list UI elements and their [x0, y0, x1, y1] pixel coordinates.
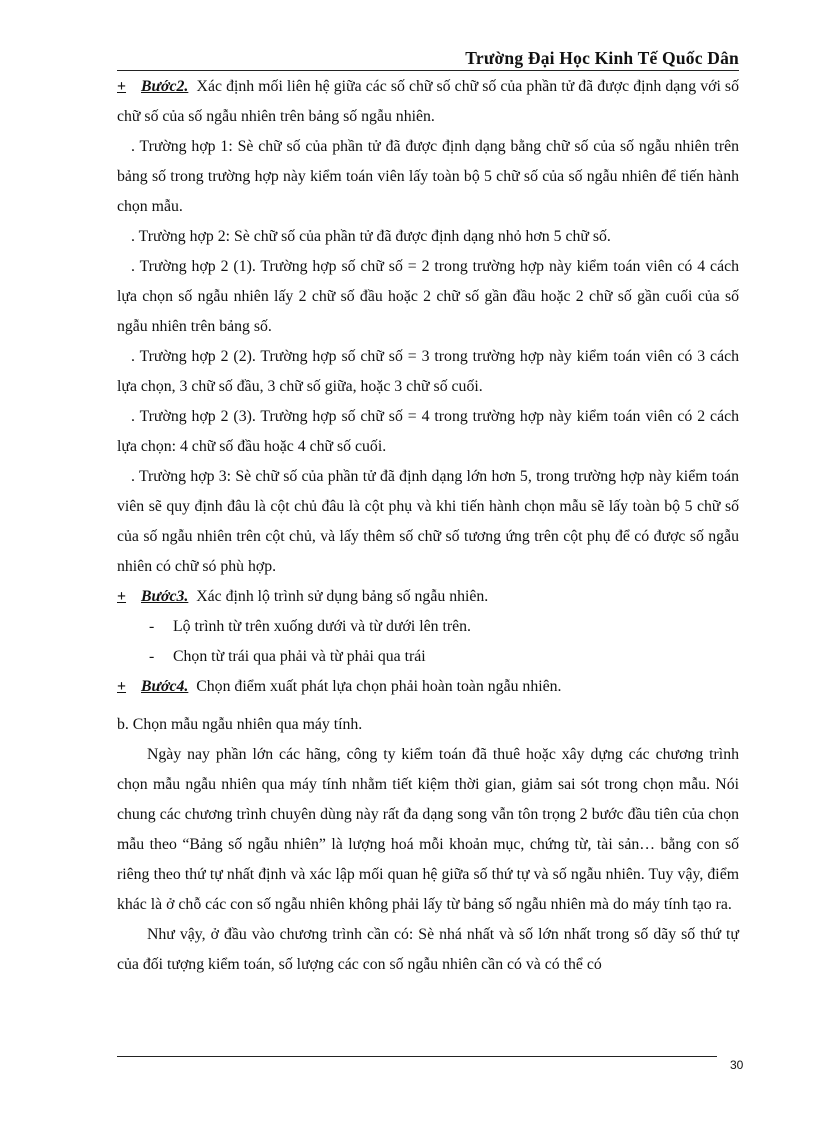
case-2-2: . Trường hợp 2 (2). Trường hợp số chữ số = 3 trong trường hợp này kiểm toán viên có 3 cách lựa chọn, 3 chữ số đầu, 3 chữ số giữa, hoặc 3 chữ số cuối. [117, 348, 739, 395]
step4-paragraph [117, 672, 739, 702]
route-2-dash: - [149, 648, 155, 665]
section-b-heading: b. Chọn mẫu ngẫu nhiên qua máy tính. [117, 716, 363, 733]
step3-paragraph [117, 582, 739, 612]
footer-divider [117, 1056, 717, 1057]
section-gap [117, 702, 739, 710]
step4-plus: + [117, 678, 127, 695]
section-b-paragraph-2: Như vậy, ở đầu vào chương trình cần có: Sè nhá nhất và số lớn nhất trong số dãy số thứ tự của đối tượng kiểm toán, số lượng các con số ngẫu nhiên cần có và có thể có [117, 926, 739, 973]
route-2-text: Chọn từ trái qua phải và từ phải qua trái [173, 648, 426, 665]
document-body [117, 72, 739, 980]
case-1: . Trường hợp 1: Sè chữ số của phần tử đã được định dạng bằng chữ số của số ngẫu nhiên trên bảng số trong trường hợp này kiểm toán viên lấy toàn bộ 5 chữ số của số ngẫu nhiên để tiến hành chọn mẫu. [117, 138, 739, 215]
route-item-1 [117, 612, 739, 642]
case-3: . Trường hợp 3: Sè chữ số của phần tử đã định dạng lớn hơn 5, trong trường hợp này kiểm toán viên sẽ quy định đâu là cột chủ đâu là cột phụ và khi tiến hành chọn mẫu sẽ lấy toàn bộ 5 chữ số của số ngẫu nhiên trên cột chủ, và lấy thêm số chữ số tương ứng trên cột phụ để có được số ngẫu nhiên có chữ só phù hợp. [117, 468, 739, 575]
case-2-3: . Trường hợp 2 (3). Trường hợp số chữ số = 4 trong trường hợp này kiểm toán viên có 2 cách lựa chọn: 4 chữ số đầu hoặc 4 chữ số cuối. [117, 408, 739, 455]
section-b-paragraph-1: Ngày nay phần lớn các hãng, công ty kiểm toán đã thuê hoặc xây dựng các chương trình chọn mẫu ngẫu nhiên qua máy tính nhằm tiết kiệm thời gian, giảm sai sót trong chọn mẫu. Nói chung các chương trình chuyên dùng này rất đa dạng song vẫn tôn trọng 2 bước đầu tiên của chọn mẫu theo “Bảng số ngẫu nhiên” là lượng hoá mỗi khoản mục, chứng từ, tài sản… bằng con số riêng theo thứ tự nhất định và xác lập mối quan hệ giữa số thứ tự và số ngẫu nhiên. Tuy vậy, điểm khác là ở chỗ các con số ngẫu nhiên không phải lấy từ bảng số ngẫu nhiên mà do máy tính tạo ra. [117, 746, 739, 913]
step2-paragraph [117, 72, 739, 132]
step3-plus: + [117, 588, 127, 605]
case-2: . Trường hợp 2: Sè chữ số của phần tử đã được định dạng nhỏ hơn 5 chữ số. [131, 228, 611, 245]
header-divider [117, 70, 739, 71]
page-number: 30 [730, 1058, 744, 1072]
case-2-1: . Trường hợp 2 (1). Trường hợp số chữ số = 2 trong trường hợp này kiểm toán viên có 4 cách lựa chọn số ngẫu nhiên lấy 2 chữ số đầu hoặc 2 chữ số gần đầu hoặc 2 chữ số gần cuối của số ngẫu nhiên trên bảng số. [117, 258, 739, 335]
step4-text: Chọn điểm xuất phát lựa chọn phải hoàn toàn ngẫu nhiên. [196, 678, 562, 695]
step3-label: Bước3. [141, 588, 189, 605]
step4-label: Bước4. [141, 678, 189, 695]
step2-plus: + [117, 78, 127, 95]
route-item-2 [117, 642, 739, 672]
step3-text: Xác định lộ trình sử dụng bảng số ngẫu nhiên. [196, 588, 489, 605]
step2-text: Xác định mối liên hệ giữa các số chữ số chữ số của phần tử đã được định dạng với số chữ số của số ngẫu nhiên trên bảng số ngẫu nhiên. [117, 78, 739, 125]
route-1-text: Lộ trình từ trên xuống dưới và từ dưới lên trên. [173, 618, 471, 635]
step2-label: Bước2. [141, 78, 189, 95]
route-1-dash: - [149, 618, 155, 635]
page-header-title: Trường Đại Học Kinh Tế Quốc Dân [465, 48, 739, 68]
